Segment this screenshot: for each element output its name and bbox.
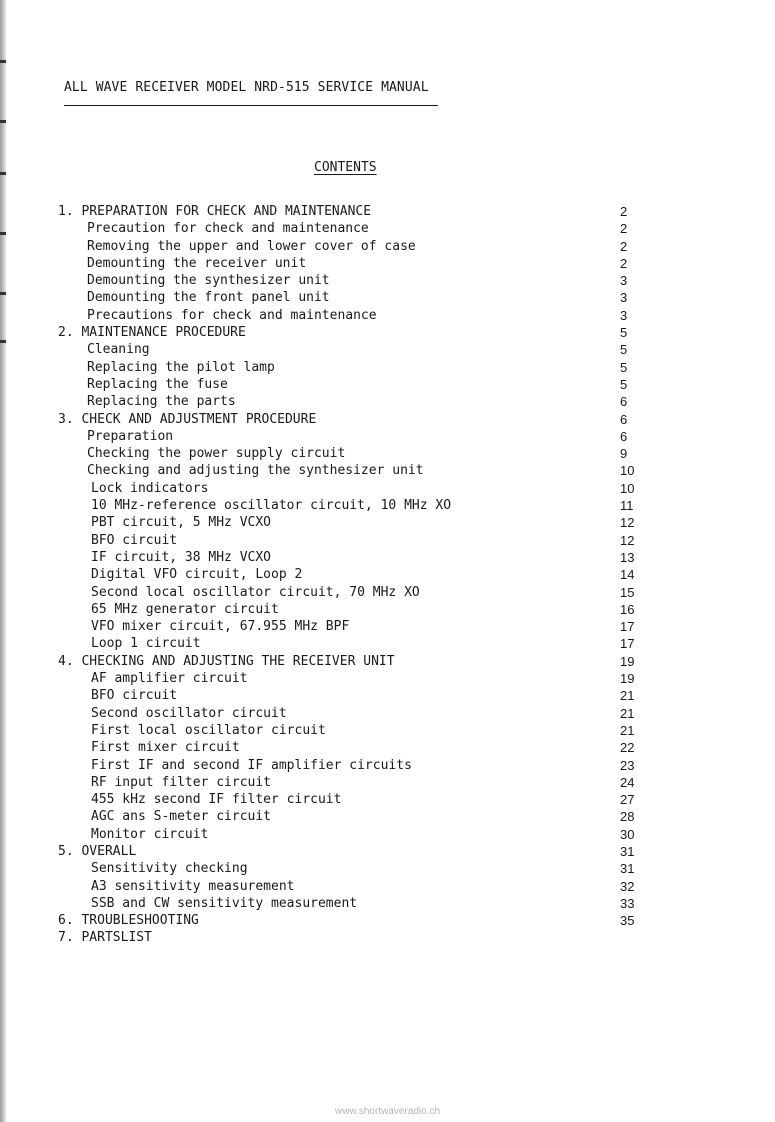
toc-entry-title: Monitor circuit [91,826,209,842]
toc-entry-page: 19 [620,671,635,687]
toc-entry-page: 5 [620,359,628,375]
toc-entry-page: 3 [620,307,628,323]
toc-entry-title: Digital VFO circuit, Loop 2 [91,567,303,583]
toc-entry-title: 5. OVERALL [58,843,137,859]
toc-entry-title: Demounting the front panel unit [87,290,330,306]
toc-entry-title: Lock indicators [91,480,209,496]
binding-mark [0,120,6,123]
toc-entry-page: 11 [620,498,634,514]
toc-entry [0,411,775,428]
toc-entry-title: VFO mixer circuit, 67.955 MHz BPF [91,619,350,635]
toc-entry-page: 17 [620,619,635,635]
toc-entry-page: 30 [620,826,635,842]
toc-entry [0,895,775,912]
toc-entry-title: AF amplifier circuit [91,671,248,687]
toc-entry [0,497,775,514]
toc-entry [0,757,775,774]
toc-entry [0,220,775,237]
toc-entry-title: Cleaning [87,342,150,358]
toc-entry [0,566,775,583]
toc-entry [0,549,775,566]
toc-entry-page: 2 [620,238,628,254]
toc-entry [0,359,775,376]
toc-entry-title: 3. CHECK AND ADJUSTMENT PROCEDURE [58,411,317,427]
toc-entry [0,532,775,549]
toc-entry [0,255,775,272]
toc-entry-page: 16 [620,601,635,617]
toc-entry [0,341,775,358]
toc-entry [0,774,775,791]
toc-entry-title: 6. TROUBLESHOOTING [58,913,199,929]
toc-entry-title: Demounting the synthesizer unit [87,273,330,289]
toc-entry-page: 13 [620,549,635,565]
toc-entry-title: 1. PREPARATION FOR CHECK AND MAINTENANCE [58,204,372,219]
toc-entry [0,670,775,687]
toc-entry [0,428,775,445]
toc-entry-title: 10 MHz-reference oscillator circuit, 10 MHz XO [91,498,452,514]
toc-entry [0,445,775,462]
toc-entry [0,791,775,808]
toc-entry [0,705,775,722]
toc-entry-title: 2. MAINTENANCE PROCEDURE [58,325,246,341]
toc-entry-title: First mixer circuit [91,740,240,756]
toc-entry-page: 15 [620,584,635,600]
toc-entry-title: BFO circuit [91,688,178,704]
toc-entry-page: 19 [620,653,635,669]
toc-entry [0,635,775,652]
toc-entry-page: 6 [620,394,628,410]
table-of-contents [0,203,775,947]
toc-entry-page: 10 [620,480,635,496]
toc-entry-page: 22 [620,740,635,756]
toc-entry-page: 10 [620,463,635,479]
toc-entry-title: A3 sensitivity measurement [91,878,295,894]
toc-entry-title: Loop 1 circuit [91,636,201,652]
toc-entry-title: Replacing the pilot lamp [87,359,275,375]
footer-url: www.shortwaveradio.ch [334,1106,441,1117]
toc-entry [0,272,775,289]
toc-entry-title: Replacing the fuse [87,376,228,392]
toc-entry-title: 4. CHECKING AND ADJUSTING THE RECEIVER UNIT [58,653,395,669]
toc-entry [0,722,775,739]
toc-entry [0,238,775,255]
toc-entry-title: Sensitivity checking [91,861,248,877]
toc-entry [0,584,775,601]
toc-entry [0,826,775,843]
toc-entry-title: Checking and adjusting the synthesizer unit [87,463,424,479]
toc-entry-title: SSB and CW sensitivity measurement [91,895,358,911]
toc-entry [0,618,775,635]
manual-title: ALL WAVE RECEIVER MODEL NRD-515 SERVICE MANUAL [64,80,429,95]
toc-entry [0,307,775,324]
toc-entry-title: Replacing the parts [87,394,236,410]
toc-entry [0,687,775,704]
toc-entry [0,462,775,479]
toc-entry-page: 2 [620,221,628,237]
toc-entry-title: 455 kHz second IF filter circuit [91,792,342,808]
toc-entry-page: 24 [620,774,635,790]
toc-entry-page: 5 [620,342,628,358]
toc-entry [0,601,775,618]
toc-entry-title: Precaution for check and maintenance [87,221,369,237]
toc-entry-page: 3 [620,290,628,306]
toc-entry-page: 14 [620,567,635,583]
toc-entry-page: 12 [620,532,635,548]
toc-entry [0,860,775,877]
toc-entry-page: 5 [620,376,628,392]
toc-entry-page: 3 [620,273,628,289]
toc-entry-title: 7. PARTSLIST [58,930,152,946]
toc-entry-page: 6 [620,411,628,427]
contents-heading: CONTENTS [314,160,377,175]
toc-entry-title: 65 MHz generator circuit [91,601,279,617]
toc-entry-title: BFO circuit [91,532,178,548]
title-underline [64,105,438,106]
toc-entry-page: 32 [620,878,635,894]
toc-entry-page: 17 [620,636,635,652]
toc-entry-page: 2 [620,204,628,219]
toc-entry-title: Second local oscillator circuit, 70 MHz XO [91,584,420,600]
toc-entry [0,324,775,341]
toc-entry [0,514,775,531]
toc-entry-title: Demounting the receiver unit [87,255,307,271]
toc-entry-page: 12 [620,515,635,531]
toc-entry [0,843,775,860]
toc-entry-page: 31 [620,861,635,877]
toc-entry-title: Precautions for check and maintenance [87,307,377,323]
toc-entry-title: Preparation [87,428,174,444]
toc-entry [0,929,775,946]
toc-entry-title: PBT circuit, 5 MHz VCXO [91,515,272,531]
toc-entry-page: 9 [620,446,628,462]
toc-entry-page: 33 [620,895,635,911]
toc-entry-title: Checking the power supply circuit [87,446,346,462]
toc-entry-page: 5 [620,325,628,341]
toc-entry-page: 27 [620,792,635,808]
toc-entry [0,912,775,929]
toc-entry [0,739,775,756]
toc-entry [0,203,775,220]
toc-entry-page: 28 [620,809,635,825]
toc-entry-title: IF circuit, 38 MHz VCXO [91,549,272,565]
toc-entry-title: Second oscillator circuit [91,705,287,721]
binding-mark [0,172,6,175]
toc-entry-page: 2 [620,255,628,271]
toc-entry-page: 21 [620,705,635,721]
toc-entry [0,808,775,825]
toc-entry-page: 31 [620,843,635,859]
toc-entry-title: First local oscillator circuit [91,722,326,738]
toc-entry [0,653,775,670]
toc-entry-page: 21 [620,688,635,704]
toc-entry [0,878,775,895]
binding-mark [0,60,6,63]
toc-entry-page: 21 [620,722,635,738]
toc-entry-title: Removing the upper and lower cover of case [87,238,416,254]
toc-entry [0,393,775,410]
toc-entry-page: 35 [620,913,635,929]
toc-entry-title: First IF and second IF amplifier circuits [91,757,412,773]
toc-entry-title: AGC ans S-meter circuit [91,809,272,825]
toc-entry [0,480,775,497]
toc-entry-title: RF input filter circuit [91,774,272,790]
toc-entry-page: 23 [620,757,635,773]
toc-entry [0,289,775,306]
toc-entry-page: 6 [620,428,628,444]
toc-entry [0,376,775,393]
